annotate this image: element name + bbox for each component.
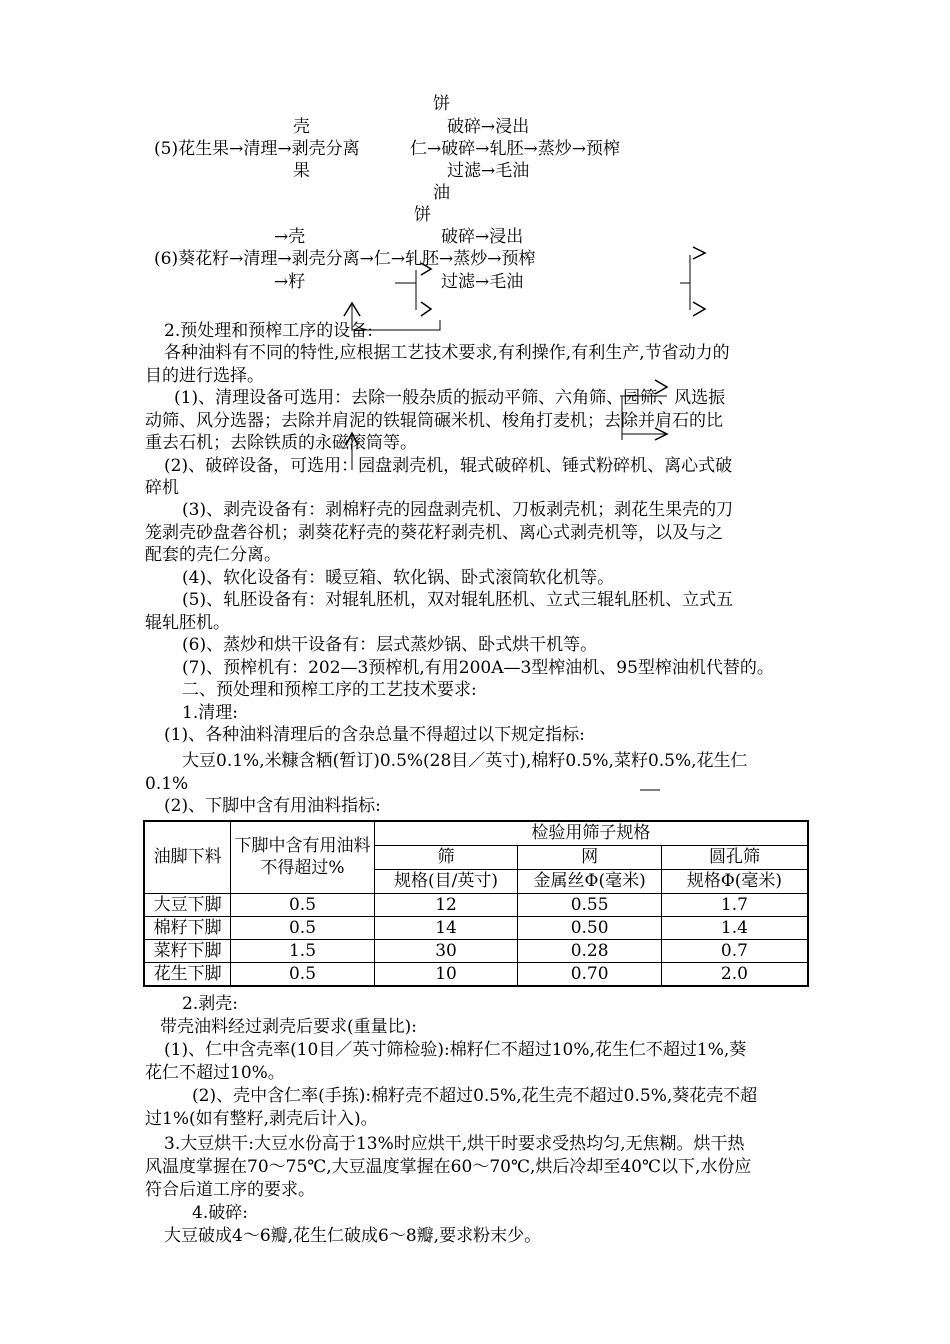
table-cell: 大豆下脚: [144, 893, 231, 916]
text-line: (3)、剥壳设备有：剥棉籽壳的园盘剥壳机、刀板剥壳机；剥花生果壳的刀: [182, 500, 734, 520]
header-cell: 油脚下料: [144, 821, 231, 893]
text-line: (6)、蒸炒和烘干设备有：层式蒸炒锅、卧式烘干机等。: [182, 635, 598, 655]
flow5-main: (5)花生果→清理→剥壳分离: [154, 139, 360, 159]
table-cell: 12: [374, 893, 518, 916]
flow5-p1: 破碎→浸出: [447, 117, 530, 137]
table-cell: 14: [374, 916, 518, 939]
flow6-p2: 过滤→毛油: [441, 272, 524, 292]
text-line: 4.破碎:: [192, 1203, 248, 1223]
arrow-head: [693, 302, 705, 316]
flow5-guo: 果: [293, 161, 310, 181]
sieve-spec-table: [143, 820, 809, 987]
text-line: 花仁不超过10%。: [145, 1063, 285, 1083]
flow5-ren: 仁→破碎→轧胚→蒸炒→预榨: [410, 139, 620, 159]
text-line: 二、预处理和预榨工序的工艺技术要求:: [182, 680, 477, 700]
text-line: 动筛、风分选器；去除并肩泥的铁辊筒碾米机、梭角打麦机；去除并肩石的比: [145, 411, 723, 431]
text-line: 1.清理:: [182, 703, 238, 723]
header-cell: 筛: [374, 845, 518, 869]
text-line: 碎机: [145, 478, 179, 498]
text-line: (1)、仁中含壳率(10目／英寸筛检验):棉籽仁不超过10%,花生仁不超过1%,葵: [164, 1040, 747, 1060]
flow6-main: (6)葵花籽→清理→剥壳分离→仁→轧胚→蒸炒→预榨: [154, 249, 536, 269]
text-line: 2.剥壳:: [182, 994, 238, 1014]
flow5-ke: 壳: [293, 117, 310, 137]
text-line: 各种油料有不同的特性,应根据工艺技术要求,有利操作,有利生产,节省动力的: [164, 343, 730, 363]
text-line: 0.1%: [145, 774, 189, 794]
text-line: (4)、软化设备有：暖豆箱、软化锅、卧式滚筒软化机等。: [182, 568, 615, 588]
arrow-head: [693, 247, 705, 259]
header-cell: 规格(目/英寸): [374, 869, 518, 893]
table-cell: 棉籽下脚: [144, 916, 231, 939]
text-line: 配套的壳仁分离。: [145, 545, 281, 565]
table-cell: 2.0: [661, 962, 808, 986]
header-cell: 金属丝Φ(毫米): [518, 869, 662, 893]
text-line: (5)、轧胚设备有：对辊轧胚机，双对辊轧胚机、立式三辊轧胚机、立式五: [182, 590, 734, 610]
table-cell: 30: [374, 939, 518, 962]
table-cell: 1.5: [231, 939, 375, 962]
text-line: 笼剥壳砂盘砻谷机；剥葵花籽壳的葵花籽剥壳机、离心式剥壳机等，以及与之: [145, 523, 723, 543]
table-cell: 0.7: [661, 939, 808, 962]
text-line: 重去石机；去除铁质的永磁滚筒等。: [145, 433, 417, 453]
text-line: (2)、破碎设备，可选用：园盘剥壳机，辊式破碎机、锤式粉碎机、离心式破: [164, 456, 733, 476]
text-line: (2)、壳中含仁率(手拣):棉籽壳不超过0.5%,花生壳不超过0.5%,葵花壳不超: [192, 1086, 758, 1106]
table-cell: 1.7: [661, 893, 808, 916]
header-cell: 规格Φ(毫米): [661, 869, 808, 893]
header-cell: 圆孔筛: [661, 845, 808, 869]
flow6-zi: →籽: [274, 272, 306, 292]
text-line: 3.大豆烘干:大豆水份高于13%时应烘干,烘干时要求受热均匀,无焦糊。烘干热: [164, 1134, 745, 1154]
text-line: 2.预处理和预榨工序的设备:: [164, 321, 373, 341]
table-cell: 0.5: [231, 916, 375, 939]
text-line: 风温度掌握在70～75℃,大豆温度掌握在60～70℃,烘后冷却至40℃以下,水份应: [145, 1157, 752, 1177]
text-line: (7)、预榨机有：202—3预榨机,有用200A—3型榨油机、95型榨油机代替的。: [182, 658, 774, 678]
table-row: [144, 916, 808, 939]
text-line: 大豆破成4～6瓣,花生仁破成6～8瓣,要求粉末少。: [164, 1226, 542, 1246]
table-row: [144, 893, 808, 916]
text-line: 大豆0.1%,米糠含粞(暂订)0.5%(28目／英寸),棉籽0.5%,菜籽0.5%,花生仁: [182, 751, 748, 771]
text-line: 带壳油料经过剥壳后要求(重量比):: [160, 1017, 417, 1037]
table-cell: 0.5: [231, 893, 375, 916]
table-cell: 1.4: [661, 916, 808, 939]
text-line: (1)、清理设备可选用：去除一般杂质的振动平筛、六角筛、园筛、风选振: [174, 388, 726, 408]
table-row: [144, 962, 808, 986]
table-row: [144, 939, 808, 962]
text-line: (1)、各种油料清理后的含杂总量不得超过以下规定指标:: [164, 725, 585, 745]
table-cell: 菜籽下脚: [144, 939, 231, 962]
table-cell: 0.50: [518, 916, 662, 939]
table-cell: 10: [374, 962, 518, 986]
text-line: 过1%(如有整籽,剥壳后计入)。: [145, 1109, 378, 1129]
table-cell: 0.55: [518, 893, 662, 916]
header-cell: 网: [518, 845, 662, 869]
table-cell: 花生下脚: [144, 962, 231, 986]
table-cell: 0.5: [231, 962, 375, 986]
table-cell: 0.70: [518, 962, 662, 986]
header-cell: 检验用筛子规格: [374, 821, 808, 845]
header-cell: 下脚中含有用油料不得超过%: [231, 821, 375, 893]
flow6-p1: 破碎→浸出: [441, 227, 524, 247]
flow6-ke: →壳: [274, 227, 306, 247]
flow5-p2: 过滤→毛油: [447, 161, 530, 181]
flow6-bing: 饼: [414, 205, 431, 225]
text-line: 目的进行选择。: [145, 366, 264, 386]
flow5-bing: 饼: [433, 94, 450, 114]
text-line: (2)、下脚中含有用油料指标:: [164, 796, 381, 816]
text-line: 符合后道工序的要求。: [145, 1180, 315, 1200]
flow5-you: 油: [433, 183, 450, 203]
table-cell: 0.28: [518, 939, 662, 962]
text-line: 辊轧胚机。: [145, 613, 230, 633]
